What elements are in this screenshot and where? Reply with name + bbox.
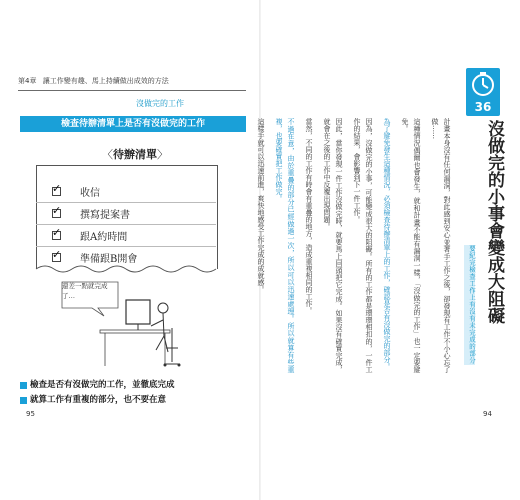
paragraph: 這樣手就可以迅速前進，爽快地感受工作完成的成就感。	[257, 118, 265, 293]
checkbox	[52, 226, 62, 240]
bullet-square-icon	[20, 382, 27, 389]
paragraph: 因此，當你發現一件工作沒做完時，就要馬上回頭把它完成。如果沒有確實完成，就會在之後的工作中反覆出現問題。	[323, 118, 343, 373]
person-icon	[151, 303, 168, 352]
page-number-left: 95	[26, 410, 35, 418]
key-point-text: 檢查是否有沒做完的工作，並徹底完成	[30, 380, 175, 390]
todo-item-text: 準備跟B開會	[80, 254, 138, 265]
paragraph-highlight: 為了避免發生這種情況，必須檢查待辦清單上的工作，確認是否有沒做完的部分。	[383, 118, 391, 370]
page-headline: 沒做完的小事會變成大阻礙	[484, 120, 504, 324]
paragraph: 這種情況偶爾也會發生，就和計畫不能有漏洞一樣，「沒做完的工作」也一定要避免。	[401, 118, 421, 373]
paragraph: 計畫本身沒有任何漏洞，對此感到安心並著手工作之後，卻發現有工作不小心忘了做……	[431, 118, 451, 373]
key-point	[20, 393, 250, 408]
check-mark-icon: ✓	[52, 226, 62, 239]
speech-bubble-text: 還差一點就完成了…	[62, 282, 108, 300]
todo-bracket-right: 〉	[157, 148, 168, 161]
todo-item-text: 撰寫提案書	[80, 210, 130, 221]
paragraph: 因為，沒做完的小事，可能變成很大的阻礙。所有的工作都是環環相扣的，一件工作的結果，會影響到下一件工作。	[353, 118, 373, 373]
check-mark-icon: ✓	[52, 248, 62, 261]
section-banner: 檢查待辦清單上是否有沒做完的工作	[20, 116, 246, 132]
checkbox	[52, 204, 62, 218]
checkbox	[52, 182, 62, 196]
chapter-rule	[18, 90, 246, 91]
chapter-header	[18, 73, 246, 89]
section-badge	[466, 68, 500, 116]
page-number-right: 94	[483, 410, 492, 418]
torn-paper-edge	[36, 263, 218, 275]
todo-item	[52, 227, 212, 247]
key-point	[20, 378, 250, 393]
chapter-title: 讓工作變有趣、馬上持續做出成效的方法	[42, 77, 169, 85]
paragraph-highlight: 不過在意，由於重疊的部分已經做過一次，所以可以迅速處理。所以就算有些重複，也要確實把工作做完。	[275, 118, 295, 373]
checkbox	[52, 248, 62, 262]
todo-item	[52, 205, 212, 225]
todo-title-text: 待辦清單	[113, 148, 157, 161]
key-point-text: 就算工作有重複的部分，也不要在意	[30, 395, 167, 405]
todo-bracket-left: 〈	[102, 148, 113, 161]
check-mark-icon: ✓	[52, 204, 62, 217]
lead-text: 要紀完檢查工作上有沒有未完成的部分	[468, 245, 476, 364]
body-text	[257, 118, 453, 373]
todo-item-text: 跟A約時間	[80, 232, 128, 243]
todo-item	[52, 183, 212, 203]
chapter-label: 第4章	[18, 77, 37, 85]
todo-item-text: 收信	[80, 188, 100, 199]
section-number: 36	[474, 100, 492, 114]
check-mark-icon: ✓	[52, 182, 62, 195]
section-subtitle: 沒做完的工作	[136, 99, 184, 108]
bullet-square-icon	[20, 397, 27, 404]
todo-title	[90, 146, 180, 162]
computer-icon	[126, 300, 150, 330]
key-points	[20, 378, 250, 408]
paragraph: 當然，不同的工作有時會有重疊的地方，造成重複相同的工作。	[305, 118, 313, 314]
